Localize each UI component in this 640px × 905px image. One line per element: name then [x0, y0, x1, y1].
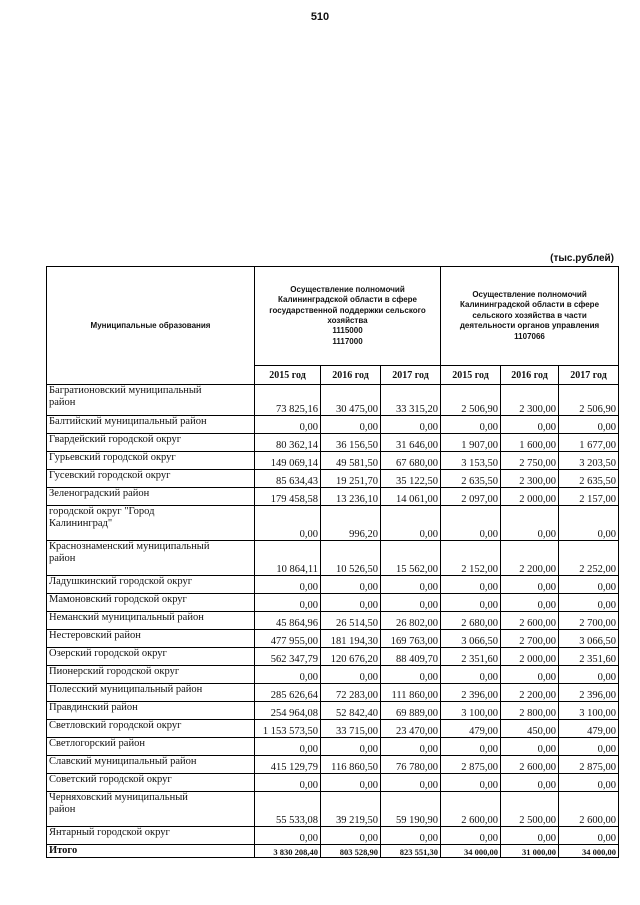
- amount-cell: 52 842,40: [321, 702, 381, 720]
- amount-cell: 2 500,00: [501, 792, 559, 827]
- amount-cell: 2 000,00: [501, 488, 559, 506]
- amount-cell: 0,00: [559, 827, 619, 845]
- municipality-name-line: Черняховский муниципальный: [49, 792, 188, 803]
- amount-cell: 2 506,90: [441, 385, 501, 416]
- amount-cell: 2 252,00: [559, 541, 619, 576]
- agri-support-column-header: [255, 267, 441, 366]
- table-row: [47, 385, 619, 416]
- amount-cell: 88 409,70: [381, 648, 441, 666]
- table-row: [47, 666, 619, 684]
- amount-cell: 72 283,00: [321, 684, 381, 702]
- total-amount-cell: 31 000,00: [501, 845, 559, 858]
- amount-cell: 0,00: [501, 594, 559, 612]
- amount-cell: 0,00: [381, 738, 441, 756]
- table-row: [47, 792, 619, 827]
- municipality-name-line: Багратионовский муниципальный: [49, 385, 202, 396]
- amount-cell: 120 676,20: [321, 648, 381, 666]
- year-header: 2015 год: [255, 366, 321, 385]
- amount-cell: 0,00: [559, 738, 619, 756]
- amount-cell: 0,00: [255, 827, 321, 845]
- municipality-name: [47, 576, 255, 594]
- municipality-name: [47, 648, 255, 666]
- amount-cell: 450,00: [501, 720, 559, 738]
- amount-cell: 10 526,50: [321, 541, 381, 576]
- municipality-name: [47, 720, 255, 738]
- amount-cell: 415 129,79: [255, 756, 321, 774]
- table-row: [47, 684, 619, 702]
- table-row: [47, 576, 619, 594]
- amount-cell: 0,00: [559, 506, 619, 541]
- total-amount-cell: 34 000,00: [559, 845, 619, 858]
- amount-cell: 2 157,00: [559, 488, 619, 506]
- amount-cell: 0,00: [255, 738, 321, 756]
- table-row: [47, 612, 619, 630]
- amount-cell: 69 889,00: [381, 702, 441, 720]
- municipality-name-line: район: [49, 397, 76, 408]
- table-row: [47, 506, 619, 541]
- table-row: [47, 738, 619, 756]
- amount-cell: 2 600,00: [501, 612, 559, 630]
- total-row: [47, 845, 619, 858]
- table-row: [47, 416, 619, 434]
- amount-cell: 2 600,00: [441, 792, 501, 827]
- table-row: [47, 702, 619, 720]
- amount-cell: 0,00: [255, 416, 321, 434]
- amount-cell: 0,00: [441, 576, 501, 594]
- amount-cell: 26 514,50: [321, 612, 381, 630]
- municipality-name-line: Неманский муниципальный район: [49, 612, 204, 623]
- amount-cell: 14 061,00: [381, 488, 441, 506]
- unit-note: (тыс.рублей): [550, 253, 614, 264]
- amount-cell: 55 533,08: [255, 792, 321, 827]
- amount-cell: 0,00: [559, 594, 619, 612]
- amount-cell: 0,00: [321, 827, 381, 845]
- amount-cell: 67 680,00: [381, 452, 441, 470]
- municipality-name: [47, 774, 255, 792]
- municipality-name-line: Краснознаменский муниципальный: [49, 541, 210, 552]
- amount-cell: 0,00: [501, 416, 559, 434]
- amount-cell: 2 200,00: [501, 541, 559, 576]
- municipality-name: [47, 416, 255, 434]
- amount-cell: 76 780,00: [381, 756, 441, 774]
- amount-cell: 1 153 573,50: [255, 720, 321, 738]
- amount-cell: 0,00: [501, 774, 559, 792]
- amount-cell: 0,00: [501, 576, 559, 594]
- municipality-name-line: городской округ "Город: [49, 506, 155, 517]
- amount-cell: 0,00: [381, 666, 441, 684]
- amount-cell: 0,00: [381, 416, 441, 434]
- amount-cell: 1 907,00: [441, 434, 501, 452]
- amount-cell: 59 190,90: [381, 792, 441, 827]
- amount-cell: 13 236,10: [321, 488, 381, 506]
- amount-cell: 0,00: [255, 506, 321, 541]
- table-row: [47, 630, 619, 648]
- amount-cell: 2 635,50: [559, 470, 619, 488]
- municipality-name: [47, 630, 255, 648]
- amount-cell: 3 203,50: [559, 452, 619, 470]
- amount-cell: 111 860,00: [381, 684, 441, 702]
- municipality-name-line: Правдинский район: [49, 702, 138, 713]
- header-line: сельского хозяйства в части: [472, 310, 587, 320]
- municipality-name: [47, 541, 255, 576]
- amount-cell: 10 864,11: [255, 541, 321, 576]
- municipality-name-line: Зеленоградский район: [49, 488, 150, 499]
- header-line: Калининградской области в сфере: [460, 300, 600, 310]
- municipality-name: [47, 612, 255, 630]
- amount-cell: 562 347,79: [255, 648, 321, 666]
- amount-cell: 0,00: [441, 666, 501, 684]
- amount-cell: 0,00: [559, 666, 619, 684]
- municipality-name-line: Полесский муниципальный район: [49, 684, 203, 695]
- amount-cell: 2 200,00: [501, 684, 559, 702]
- municipality-name: [47, 434, 255, 452]
- amount-cell: 2 300,00: [501, 385, 559, 416]
- municipality-name: [47, 684, 255, 702]
- table-row: [47, 720, 619, 738]
- table-row: [47, 434, 619, 452]
- amount-cell: 2 351,60: [559, 648, 619, 666]
- year-header: 2017 год: [381, 366, 441, 385]
- amount-cell: 2 600,00: [501, 756, 559, 774]
- amount-cell: 477 955,00: [255, 630, 321, 648]
- municipality-name-line: Гусевский городской округ: [49, 470, 171, 481]
- amount-cell: 19 251,70: [321, 470, 381, 488]
- page-number: 510: [310, 11, 330, 23]
- amount-cell: 73 825,16: [255, 385, 321, 416]
- amount-cell: 1 677,00: [559, 434, 619, 452]
- amount-cell: 2 396,00: [441, 684, 501, 702]
- amount-cell: 3 100,00: [559, 702, 619, 720]
- amount-cell: 3 066,50: [559, 630, 619, 648]
- amount-cell: 0,00: [441, 774, 501, 792]
- municipality-name-line: Янтарный городской округ: [49, 827, 170, 838]
- table-row: [47, 648, 619, 666]
- amount-cell: 0,00: [255, 774, 321, 792]
- amount-cell: 0,00: [381, 576, 441, 594]
- municipality-name-line: район: [49, 553, 76, 564]
- amount-cell: 179 458,58: [255, 488, 321, 506]
- municipality-column-header: Муниципальные образования: [47, 267, 255, 385]
- amount-cell: 0,00: [321, 666, 381, 684]
- total-amount-cell: 803 528,90: [321, 845, 381, 858]
- municipality-name-line: район: [49, 804, 76, 815]
- municipality-name-line: Балтийский муниципальный район: [49, 416, 207, 427]
- amount-cell: 39 219,50: [321, 792, 381, 827]
- year-header: 2016 год: [321, 366, 381, 385]
- amount-cell: 35 122,50: [381, 470, 441, 488]
- amount-cell: 0,00: [559, 576, 619, 594]
- municipality-name-line: Озерский городской округ: [49, 648, 167, 659]
- amount-cell: 80 362,14: [255, 434, 321, 452]
- total-label: Итого: [47, 845, 255, 858]
- amount-cell: 33 315,20: [381, 385, 441, 416]
- amount-cell: 0,00: [321, 738, 381, 756]
- municipality-name-line: Ладушкинский городской округ: [49, 576, 193, 587]
- amount-cell: 2 875,00: [441, 756, 501, 774]
- amount-cell: 0,00: [441, 416, 501, 434]
- municipality-name: [47, 452, 255, 470]
- municipality-name: [47, 738, 255, 756]
- amount-cell: 2 152,00: [441, 541, 501, 576]
- amount-cell: 0,00: [501, 506, 559, 541]
- municipality-name: [47, 385, 255, 416]
- year-header: 2015 год: [441, 366, 501, 385]
- amount-cell: 0,00: [321, 576, 381, 594]
- amount-cell: 31 646,00: [381, 434, 441, 452]
- municipality-name-line: Калининград": [49, 518, 113, 529]
- amount-cell: 116 860,50: [321, 756, 381, 774]
- amount-cell: 1 600,00: [501, 434, 559, 452]
- amount-cell: 149 069,14: [255, 452, 321, 470]
- amount-cell: 2 000,00: [501, 648, 559, 666]
- amount-cell: 2 700,00: [501, 630, 559, 648]
- municipality-name-line: Светлогорский район: [49, 738, 145, 749]
- amount-cell: 2 700,00: [559, 612, 619, 630]
- amount-cell: 181 194,30: [321, 630, 381, 648]
- amount-cell: 45 864,96: [255, 612, 321, 630]
- amount-cell: 254 964,08: [255, 702, 321, 720]
- amount-cell: 26 802,00: [381, 612, 441, 630]
- agri-management-column-header: [441, 267, 619, 366]
- table-row: [47, 452, 619, 470]
- amount-cell: 3 100,00: [441, 702, 501, 720]
- header-line: государственной поддержки сельского: [269, 305, 426, 315]
- total-amount-cell: 34 000,00: [441, 845, 501, 858]
- amount-cell: 2 300,00: [501, 470, 559, 488]
- amount-cell: 0,00: [441, 506, 501, 541]
- table-row: [47, 594, 619, 612]
- municipality-name: [47, 470, 255, 488]
- total-amount-cell: 823 551,30: [381, 845, 441, 858]
- header-line: Осуществление полномочий: [290, 284, 405, 294]
- header-row: [47, 267, 619, 366]
- amount-cell: 23 470,00: [381, 720, 441, 738]
- municipality-name: [47, 756, 255, 774]
- amount-cell: 0,00: [501, 666, 559, 684]
- amount-cell: 2 351,60: [441, 648, 501, 666]
- amount-cell: 85 634,43: [255, 470, 321, 488]
- year-header: 2016 год: [501, 366, 559, 385]
- amount-cell: 3 153,50: [441, 452, 501, 470]
- header-line: 1107066: [514, 331, 545, 341]
- municipality-name-line: Светловский городской округ: [49, 720, 182, 731]
- table-row: [47, 488, 619, 506]
- amount-cell: 0,00: [321, 594, 381, 612]
- amount-cell: 49 581,50: [321, 452, 381, 470]
- amount-cell: 2 097,00: [441, 488, 501, 506]
- header-line: Осуществление полномочий: [472, 290, 587, 300]
- amount-cell: 15 562,00: [381, 541, 441, 576]
- municipality-name: [47, 488, 255, 506]
- amount-cell: 36 156,50: [321, 434, 381, 452]
- municipality-name: [47, 702, 255, 720]
- amount-cell: 3 066,50: [441, 630, 501, 648]
- amount-cell: 285 626,64: [255, 684, 321, 702]
- table-row: [47, 827, 619, 845]
- table-row: [47, 756, 619, 774]
- amount-cell: 2 635,50: [441, 470, 501, 488]
- table-body: [47, 385, 619, 858]
- table-row: [47, 774, 619, 792]
- amount-cell: 2 680,00: [441, 612, 501, 630]
- municipality-name-line: Мамоновский городской округ: [49, 594, 187, 605]
- amount-cell: 0,00: [321, 774, 381, 792]
- amount-cell: 0,00: [559, 416, 619, 434]
- header-line: 1115000: [332, 326, 363, 336]
- header-line: хозяйства: [327, 316, 368, 325]
- amount-cell: 2 506,90: [559, 385, 619, 416]
- amount-cell: 996,20: [321, 506, 381, 541]
- amount-cell: 0,00: [441, 827, 501, 845]
- municipality-name: [47, 792, 255, 827]
- amount-cell: 0,00: [441, 738, 501, 756]
- municipality-name-line: Славский муниципальный район: [49, 756, 197, 767]
- amount-cell: 0,00: [321, 416, 381, 434]
- year-header: 2017 год: [559, 366, 619, 385]
- municipality-name: [47, 827, 255, 845]
- amount-cell: 2 750,00: [501, 452, 559, 470]
- header-line: Калининградской области в сфере: [278, 295, 417, 305]
- amount-cell: 0,00: [441, 594, 501, 612]
- amount-cell: 0,00: [381, 774, 441, 792]
- table-row: [47, 470, 619, 488]
- amount-cell: 33 715,00: [321, 720, 381, 738]
- municipality-name-line: Гурьевский городской округ: [49, 452, 176, 463]
- municipality-name-line: Пионерский городской округ: [49, 666, 180, 677]
- header-line: деятельности органов управления: [459, 321, 600, 331]
- municipality-name-line: Гвардейский городской округ: [49, 434, 182, 445]
- amount-cell: 2 396,00: [559, 684, 619, 702]
- total-amount-cell: 3 830 208,40: [255, 845, 321, 858]
- subsidy-table: [46, 266, 619, 858]
- amount-cell: 2 600,00: [559, 792, 619, 827]
- amount-cell: 0,00: [255, 594, 321, 612]
- amount-cell: 2 800,00: [501, 702, 559, 720]
- amount-cell: 2 875,00: [559, 756, 619, 774]
- amount-cell: 0,00: [501, 827, 559, 845]
- municipality-name: [47, 666, 255, 684]
- amount-cell: 0,00: [501, 738, 559, 756]
- municipality-name-line: Нестеровский район: [49, 630, 141, 641]
- table-row: [47, 541, 619, 576]
- amount-cell: 0,00: [559, 774, 619, 792]
- municipality-name: [47, 594, 255, 612]
- amount-cell: 479,00: [559, 720, 619, 738]
- amount-cell: 0,00: [381, 506, 441, 541]
- amount-cell: 0,00: [255, 576, 321, 594]
- amount-cell: 0,00: [255, 666, 321, 684]
- amount-cell: 30 475,00: [321, 385, 381, 416]
- amount-cell: 169 763,00: [381, 630, 441, 648]
- amount-cell: 479,00: [441, 720, 501, 738]
- municipality-name: [47, 506, 255, 541]
- header-line: 1117000: [332, 336, 363, 346]
- amount-cell: 0,00: [381, 827, 441, 845]
- amount-cell: 0,00: [381, 594, 441, 612]
- municipality-name-line: Советский городской округ: [49, 774, 172, 785]
